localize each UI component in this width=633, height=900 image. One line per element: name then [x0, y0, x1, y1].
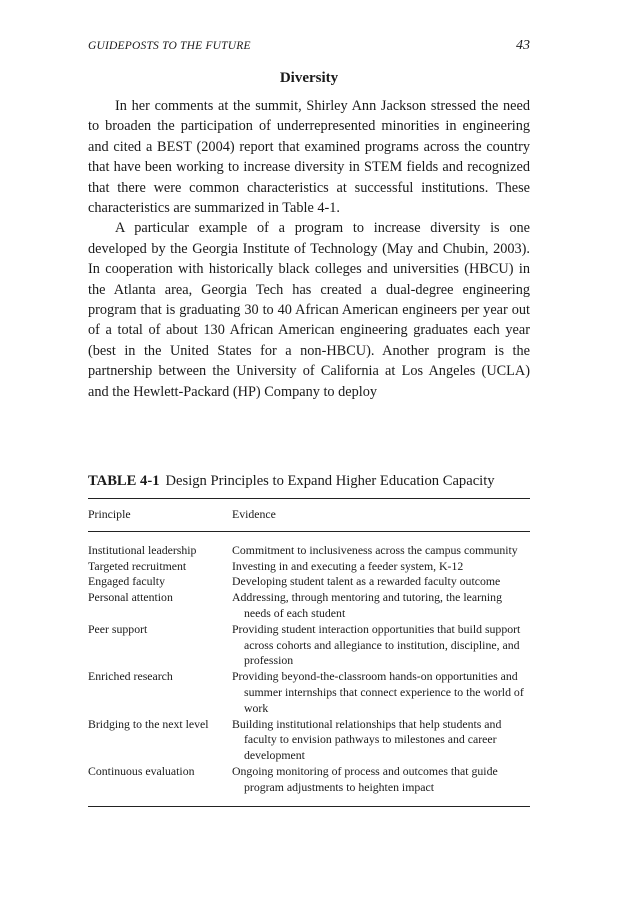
table-row	[88, 532, 530, 559]
principle-cell: Enriched research	[88, 669, 173, 684]
column-header-evidence: Evidence	[232, 507, 276, 521]
section-title: Diversity	[279, 70, 339, 86]
page-header	[88, 38, 530, 58]
paragraph: A particular example of a program to increase diversity is one developed by the Georgia Institute of Technology (May and Chubin, 2003). In cooperation with historically black colleges and universities (HBCU) in the Atlanta area, Georgia Tech has created a dual-degree engineering program that is graduating 30 to 40 African American engineers per year out of a total of about 130 African American engineering graduates each year (best in the United States for a non-HBCU). Another program is the partnership between the University of California at Los Angeles (UCLA) and the Hewlett-Packard (HP) Company to deploy	[88, 220, 530, 400]
table-row	[88, 574, 530, 590]
evidence-cell: Providing student interaction opportunities that build support across cohorts and allegiance to institution, discipline, and profession	[232, 621, 521, 668]
principle-cell: Continuous evaluation	[88, 763, 195, 778]
table-row	[88, 590, 530, 622]
table-row	[88, 764, 530, 806]
running-head: GUIDEPOSTS TO THE FUTURE	[88, 40, 251, 52]
table-row	[88, 669, 530, 716]
evidence-cell: Developing student talent as a rewarded faculty outcome	[232, 574, 501, 589]
evidence-cell: Commitment to inclusiveness across the campus community	[232, 542, 518, 557]
principle-cell: Targeted recruitment	[88, 558, 187, 573]
principle-cell: Personal attention	[88, 590, 173, 605]
paragraph: In her comments at the summit, Shirley Ann Jackson stressed the need to broaden the participation of underrepresented minorities in engineering and cited a BEST (2004) report that examined programs across the country that have been working to increase diversity in STEM fields and recognized that there were common characteristics at successful institutions. These characteristics are summarized in Table 4-1.	[88, 98, 530, 217]
table-caption	[88, 471, 530, 491]
page-number: 43	[516, 38, 530, 53]
principle-cell: Bridging to the next level	[88, 716, 209, 731]
table-label: TABLE 4-1	[88, 473, 160, 489]
table-row	[88, 622, 530, 669]
evidence-cell: Addressing, through mentoring and tutoring, the learning needs of each student	[232, 590, 502, 620]
table-row	[88, 717, 530, 764]
table-header-row	[88, 499, 530, 531]
table-title: Design Principles to Expand Higher Education Capacity	[165, 473, 495, 489]
table-row	[88, 559, 530, 575]
design-principles-table	[88, 471, 530, 807]
body-text	[88, 96, 530, 402]
evidence-cell: Ongoing monitoring of process and outcomes that guide program adjustments to heighten impact	[232, 763, 498, 794]
table-bottom-rule	[88, 806, 530, 807]
evidence-cell: Building institutional relationships that help students and faculty to envision pathways to milestones and career development	[232, 716, 502, 763]
principle-cell: Institutional leadership	[88, 542, 197, 557]
principle-cell: Peer support	[88, 621, 148, 636]
evidence-cell: Investing in and executing a feeder system, K-12	[232, 558, 464, 573]
column-header-principle: Principle	[88, 507, 131, 521]
principle-cell: Engaged faculty	[88, 574, 165, 589]
evidence-cell: Providing beyond-the-classroom hands-on opportunities and summer internships that connect experience to the world of work	[232, 669, 524, 715]
